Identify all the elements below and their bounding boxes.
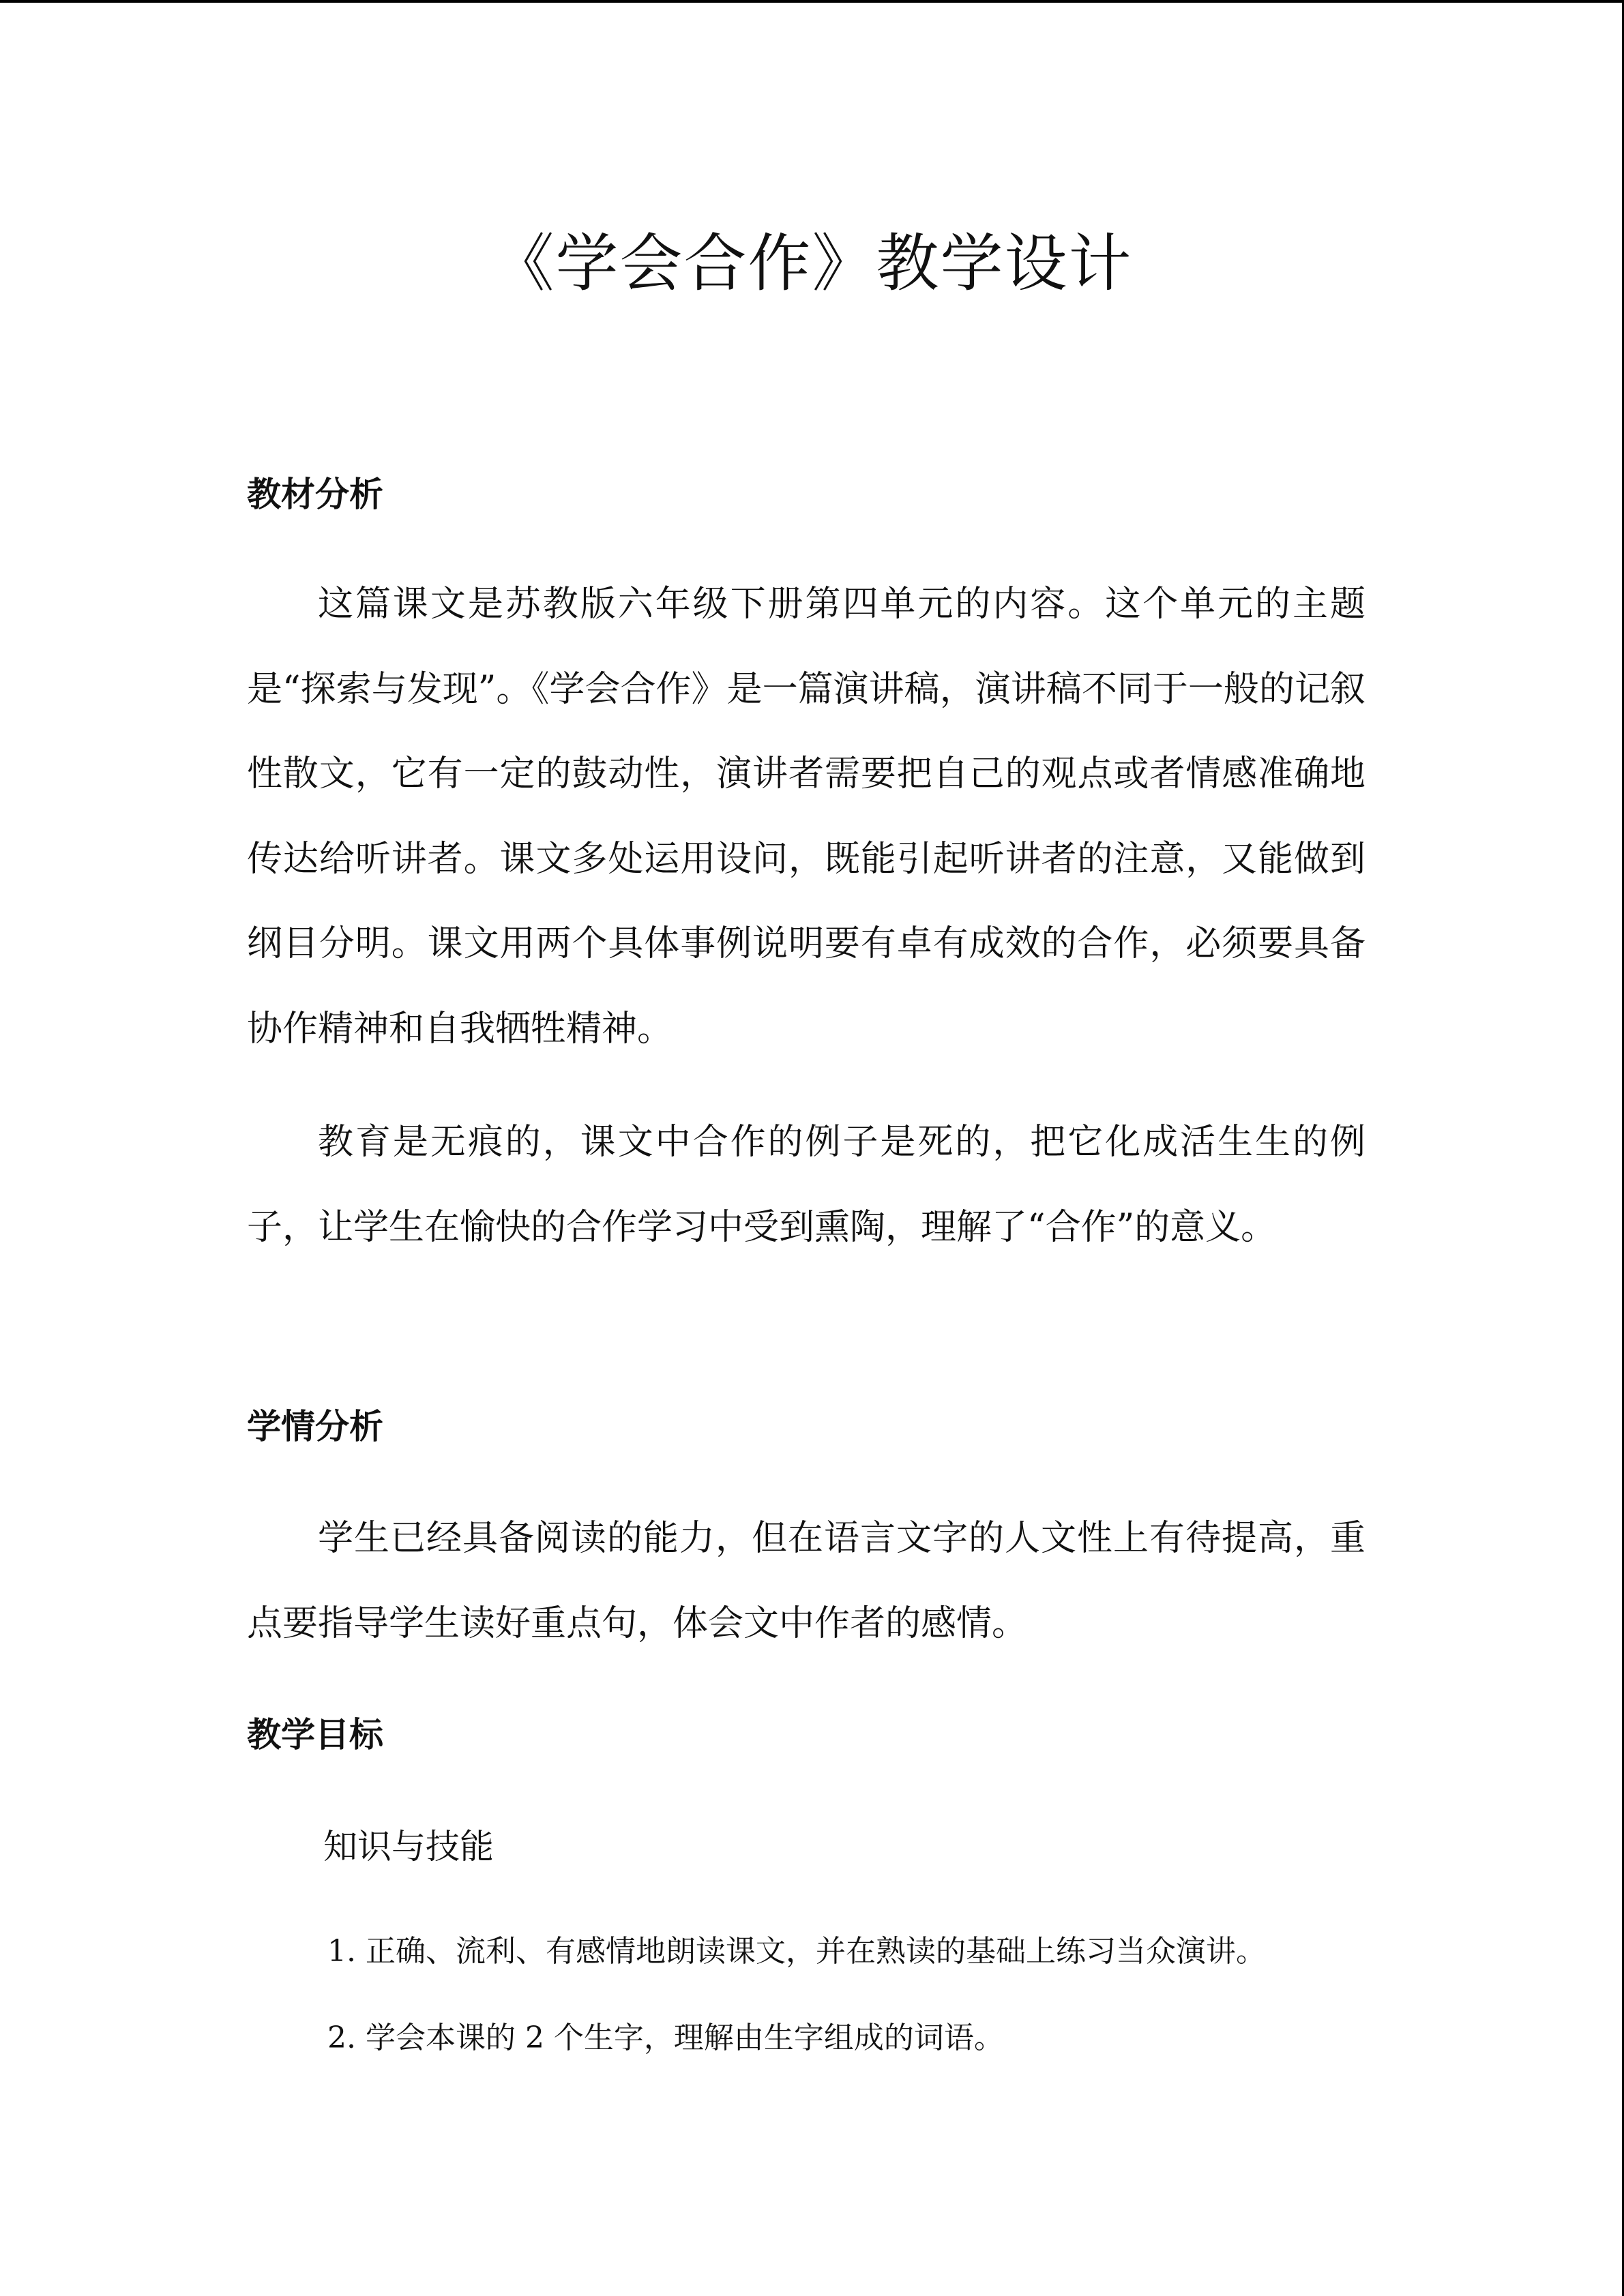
section-heading-student-analysis: 学情分析 [247,1407,383,1446]
paragraph-student-analysis: 学生已经具备阅读的能力，但在语言文字的人文性上有待提高，重点要指导学生读好重点句，体会文中作者的感情。 [247,1518,1365,1644]
goal-item-2: 2. 学会本课的 2 个生字，理解由生字组成的词语。 [327,2021,1004,2055]
paragraph-textbook-analysis-2: 教育是无痕的，课文中合作的例子是死的，把它化成活生生的例子，让学生在愉快的合作学习中受到熏陶，理解了“合作”的意义。 [247,1122,1365,1248]
document-title: 《学会合作》教学设计 [491,227,1133,300]
goal-item-1: 1. 正确、流利、有感情地朗读课文，并在熟读的基础上练习当众演讲。 [327,1934,1266,1969]
paragraph-textbook-analysis-1: 这篇课文是苏教版六年级下册第四单元的内容。这个单元的主题是“探索与发现”。《学会合作》是一篇演讲稿，演讲稿不同于一般的记叙性散文，它有一定的鼓动性，演讲者需要把自己的观点或者情感准确地传达给听讲者。课文多处运用设问，既能引起听讲者的注意，又能做到纲目分明。课文用两个具体事例说明要有卓有成效的合作，必须要具备协作精神和自我牺牲精神。 [247,584,1365,1049]
subheading-knowledge-skills: 知识与技能 [323,1827,494,1866]
section-heading-textbook-analysis: 教材分析 [247,475,383,514]
section-heading-teaching-goals: 教学目标 [247,1715,383,1755]
